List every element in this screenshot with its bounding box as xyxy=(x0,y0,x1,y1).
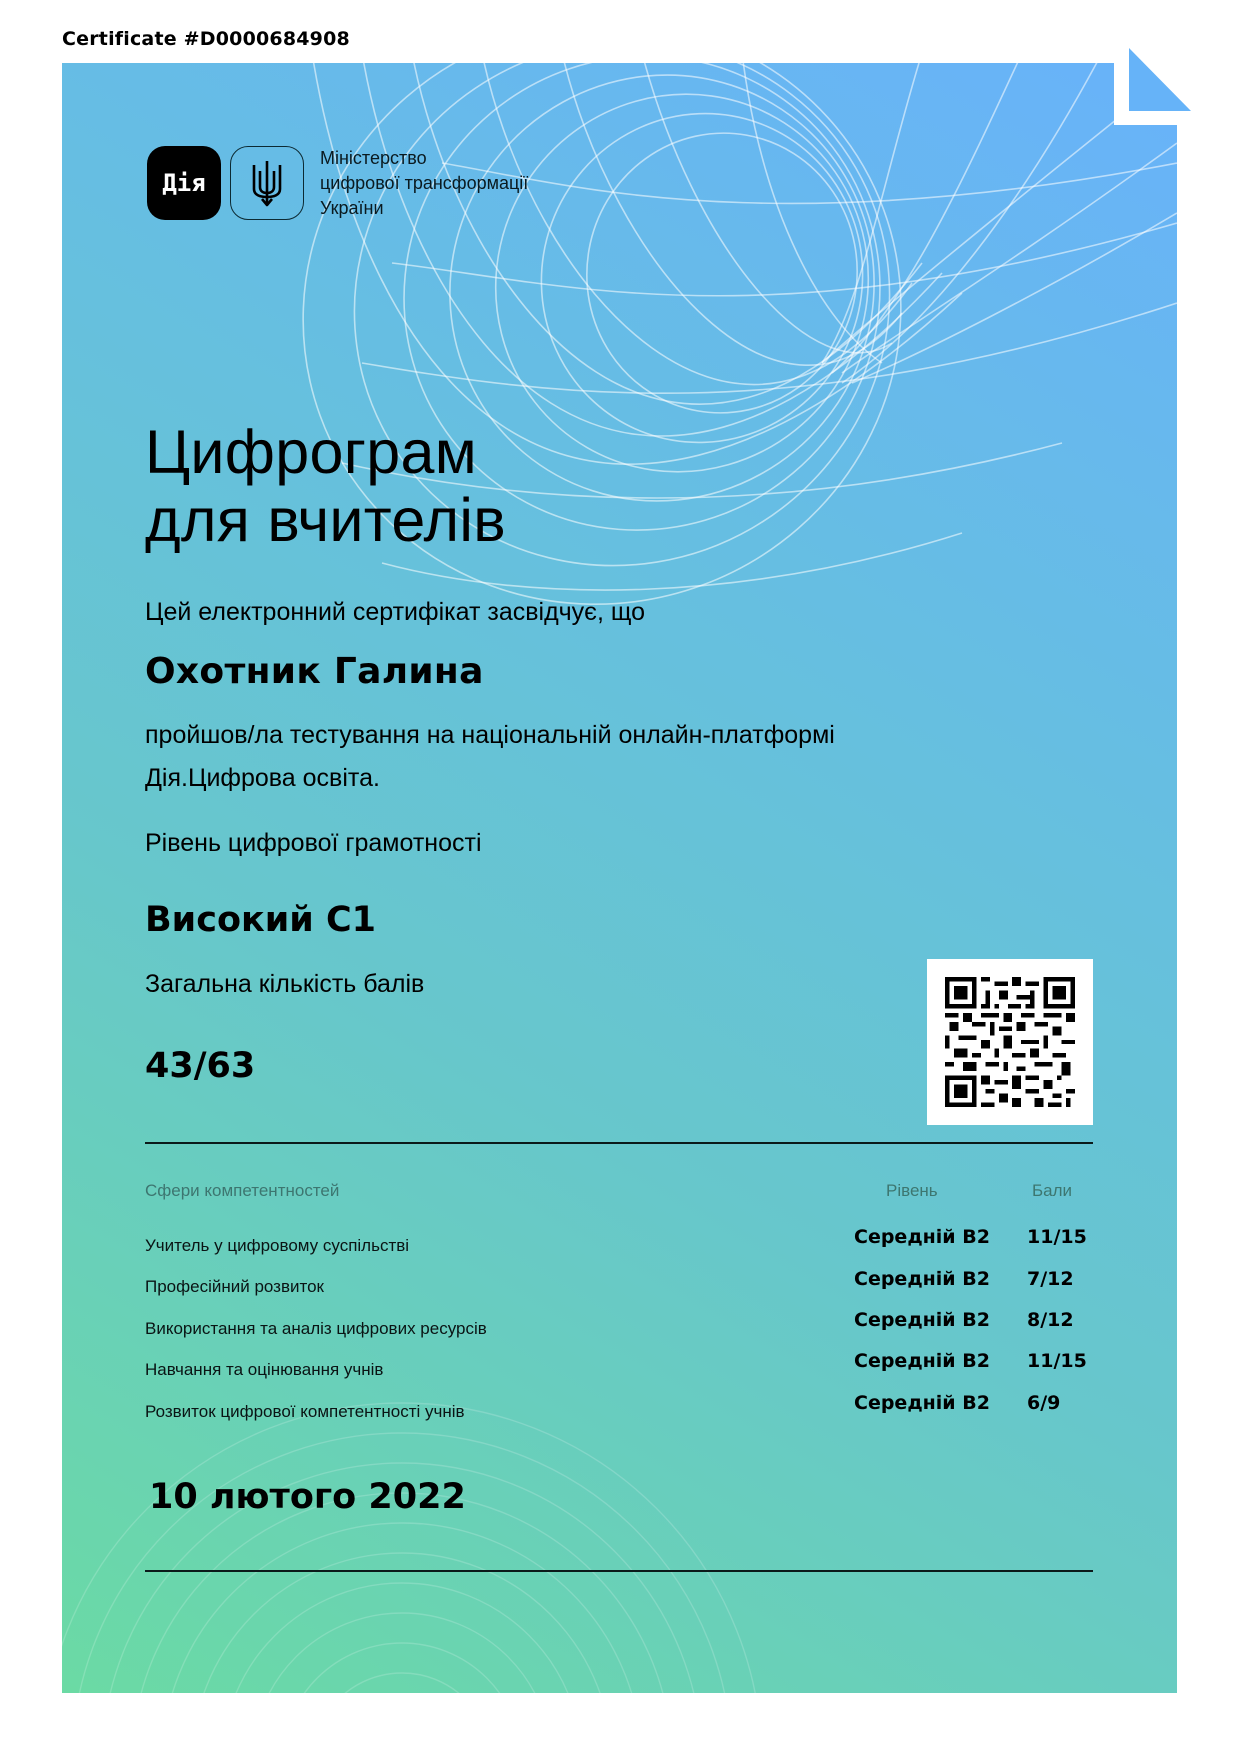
issue-date: 10 лютого 2022 xyxy=(149,1477,466,1517)
diia-logo xyxy=(147,146,221,220)
score-label: Загальна кількість балів xyxy=(145,970,425,998)
competence-area: Навчання та оцінювання учнів xyxy=(145,1360,384,1379)
competence-area: Використання та аналіз цифрових ресурсів xyxy=(145,1319,487,1338)
diia-logo-text: Дія xyxy=(162,169,206,197)
divider-bottom xyxy=(145,1570,1093,1572)
competence-area: Учитель у цифровому суспільстві xyxy=(145,1236,410,1255)
recipient-name: Охотник Галина xyxy=(145,651,484,692)
folded-corner-icon xyxy=(1129,48,1191,111)
competence-score: 6/9 xyxy=(1027,1392,1061,1414)
competence-area: Професійний розвиток xyxy=(145,1277,324,1296)
trident-icon xyxy=(251,159,283,207)
header-level: Рівень xyxy=(886,1181,938,1200)
competence-level: Середній В2 xyxy=(854,1350,990,1372)
competence-score: 11/15 xyxy=(1027,1350,1087,1372)
trident-emblem xyxy=(230,146,304,220)
ministry-name: Міністерство цифрової трансформації України xyxy=(320,148,529,218)
intro-text: Цей електронний сертифікат засвідчує, що xyxy=(145,598,646,626)
header-competence-areas: Сфери компетентностей xyxy=(145,1181,340,1200)
level-label: Рівень цифрової грамотності xyxy=(145,829,482,857)
level-value: Високий С1 xyxy=(145,900,377,940)
competence-score: 11/15 xyxy=(1027,1226,1087,1248)
score-value: 43/63 xyxy=(145,1046,256,1086)
competence-level: Середній В2 xyxy=(854,1309,990,1331)
program-title: Цифрограм для вчителів xyxy=(145,418,506,554)
competence-score: 8/12 xyxy=(1027,1309,1074,1331)
certificate-card xyxy=(62,63,1177,1693)
certificate-number: Certificate #D0000684908 xyxy=(62,28,350,50)
qr-code-icon xyxy=(945,977,1075,1107)
competence-level: Середній В2 xyxy=(854,1268,990,1290)
competence-level: Середній В2 xyxy=(854,1226,990,1248)
header-score: Бали xyxy=(1032,1181,1073,1200)
competence-level: Середній В2 xyxy=(854,1392,990,1414)
passed-text: пройшов/ла тестування на національній онлайн-платформі Дія.Цифрова освіта. xyxy=(145,721,835,792)
decorative-wave-pattern xyxy=(62,63,1177,1693)
qr-code[interactable] xyxy=(927,959,1093,1125)
competence-area: Розвиток цифрової компетентності учнів xyxy=(145,1402,465,1421)
divider-top xyxy=(145,1142,1093,1144)
competence-score: 7/12 xyxy=(1027,1268,1074,1290)
